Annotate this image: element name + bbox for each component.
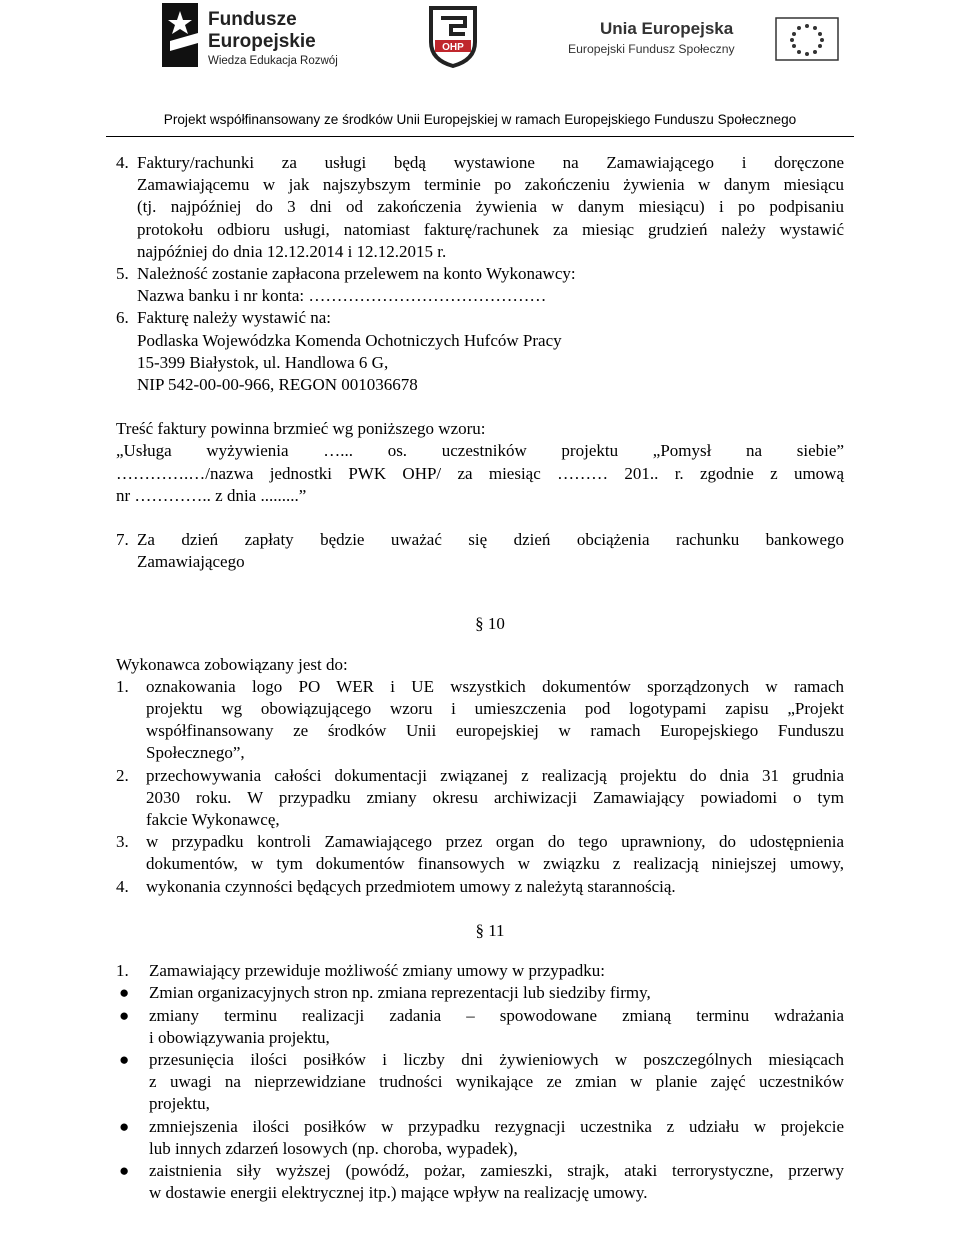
- s11-item1: 1. Zamawiający przewiduje możliwość zmiany umowy w przypadku:: [116, 961, 606, 981]
- logo-fe-line3: Wiedza Edukacja Rozwój: [208, 55, 338, 67]
- item5: 5. Należność zostanie zapłacona przelewem na konto Wykonawcy:: [116, 264, 576, 284]
- unia-europejska-logo: [562, 14, 842, 64]
- invoice-intro: Treść faktury powinna brzmieć wg poniższego wzoru:: [116, 419, 486, 439]
- item7-line2: Zamawiającego: [137, 552, 245, 572]
- section10-heading: § 10: [475, 614, 505, 634]
- item7-line1: 7. Za dzień zapłaty będzie uważać się dzień obciążenia rachunku bankowego: [116, 530, 844, 550]
- item6-line2: 15-399 Białystok, ul. Handlowa 6 G,: [137, 352, 389, 372]
- item4-line4: protokołu odbioru usługi, natomiast fakturę/rachunek za miesiąc grudzień należy wystawić: [137, 219, 844, 239]
- s10-item1-line1: 1. oznakowania logo PO WER i UE wszystkich dokumentów sporządzonych w ramach: [116, 676, 844, 696]
- page-header: [0, 0, 960, 108]
- bullet-icon: ●: [119, 983, 130, 1003]
- s10-item2-line3: fakcie Wykonawcę,: [146, 810, 280, 830]
- invoice-line3: nr ………….. z dnia .........”: [116, 485, 307, 505]
- bullet-icon: ●: [119, 1049, 130, 1069]
- logo-ue-line1: Unia Europejska: [600, 19, 734, 38]
- ohp-logo-text: OHP: [442, 42, 464, 53]
- s10-item1-line3: współfinansowany ze środków Unii europejskiej w ramach Europejskiego Funduszu: [146, 721, 844, 741]
- s11-bullet-1: ● Zmian organizacyjnych stron np. zmiana reprezentacji lub siedziby firmy,: [116, 982, 844, 1004]
- s11-bullet-3: ● przesunięcia ilości posiłków i liczby dni żywieniowych w poszczególnych miesiącach z uwagi na nieprzewidziane trudności wynikające ze zmian w planie zajęć uczestników projektu,: [119, 1049, 844, 1114]
- s10-item3-line1: 3. w przypadku kontroli Zamawiającego przez organ do tego uprawniony, do udostępnienia: [116, 832, 844, 852]
- eu-stars-icon: [790, 24, 824, 56]
- logo-fe-line2: Europejskie: [208, 31, 316, 52]
- item4-line5: najpóźniej do dnia 12.12.2014 i 12.12.2015 r.: [137, 241, 447, 261]
- item6-line3: NIP 542-00-00-966, REGON 001036678: [137, 375, 418, 395]
- s10-item1-line4: Społecznego”,: [146, 743, 245, 763]
- funding-statement: Projekt współfinansowany ze środków Unii Europejskiej w ramach Europejskiego Funduszu Społecznego: [163, 112, 797, 127]
- item4-line3: (tj. najpóźniej do 3 dni od zakończenia żywienia w danym miesiącu) i po podpisaniu: [137, 197, 844, 217]
- logo-fe-line1: Fundusze: [208, 9, 297, 30]
- section11-heading: § 11: [475, 920, 505, 940]
- s10-item3-line2: dokumentów, w tym dokumentów finansowych w związku z realizacją niniejszej umowy,: [146, 854, 844, 874]
- ohp-logo: [425, 4, 481, 68]
- item4-line1: 4. Faktury/rachunki za usługi będą wystawione na Zamawiającego i doręczone: [116, 153, 844, 172]
- s11-bullet-5: ● zaistnienia siły wyższej (powódź, pożar, zamieszki, strajk, ataki terrorystyczne, przerwy w dostawie energii elektrycznej itp.) mające wpływ na realizację umowy.: [119, 1160, 844, 1203]
- header-divider: [106, 136, 854, 137]
- bullet-icon: ●: [119, 1116, 130, 1136]
- item5-bank: Nazwa banku i nr konta: ……………………………………: [137, 286, 547, 306]
- invoice-line2: ………….…/nazwa jednostki PWK OHP/ za miesiąc ……… 201.. r. zgodnie z umową: [116, 463, 844, 483]
- invoice-line1: „Usługa wyżywienia …... os. uczestników projektu „Pomysł na siebie”: [116, 441, 844, 461]
- item6-line1: Podlaska Wojewódzka Komenda Ochotniczych Hufców Pracy: [137, 330, 562, 350]
- item6: 6. Fakturę należy wystawić na:: [116, 308, 332, 328]
- s10-item2-line2: 2030 roku. W przypadku zmiany okresu archiwizacji Zamawiający powiadomi o tym: [146, 787, 844, 807]
- bullet-icon: ●: [119, 1160, 130, 1180]
- s11-bullet-2: ● zmiany terminu realizacji zadania – spowodowane zmianą terminu wdrażania i obowiązywania projektu,: [119, 1005, 844, 1047]
- logo-ue-line2: Europejski Fundusz Społeczny: [568, 42, 735, 56]
- bullet-icon: ●: [119, 1005, 130, 1025]
- s10-item2-line1: 2. przechowywania całości dokumentacji związanej z realizacją projektu do dnia 31 grudnia: [116, 765, 844, 785]
- section10-intro: Wykonawca zobowiązany jest do:: [116, 654, 348, 674]
- s10-item1-line2: projektu wg obowiązującego wzoru i umieszczenia pod logotypami zapisu „Projekt: [146, 699, 844, 719]
- s11-bullet-4: ● zmniejszenia ilości posiłków w przypadku rezygnacji uczestnika z udziału w projekcie lub innych zdarzeń losowych (np. choroba, wypadek),: [119, 1116, 844, 1158]
- item4-line2: Zamawiającemu w jak najszybszym terminie po zakończeniu żywienia w danym miesiącu: [137, 175, 844, 195]
- fundusze-europejskie-logo: [148, 3, 358, 67]
- s10-item4: 4. wykonania czynności będących przedmiotem umowy z należytą starannością.: [116, 876, 676, 896]
- document-body: [116, 152, 844, 1204]
